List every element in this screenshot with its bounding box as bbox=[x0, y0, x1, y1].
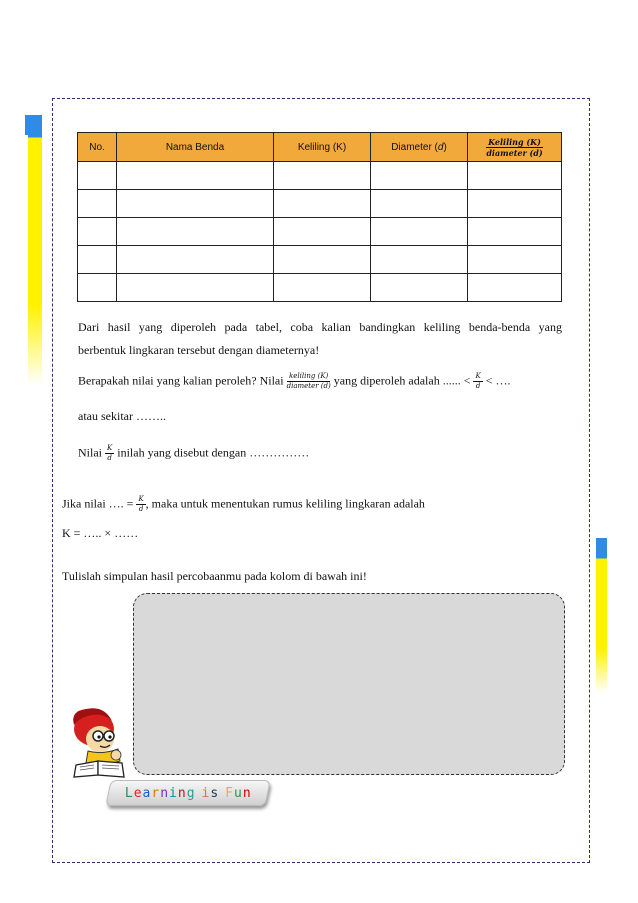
banner-letter: g bbox=[186, 785, 196, 801]
table-cell[interactable] bbox=[78, 190, 117, 218]
table-row bbox=[78, 246, 562, 274]
banner-letter: L bbox=[124, 785, 134, 801]
conclusion-instruction: Tulislah simpulan hasil percobaanmu pada kolom di bawah ini! bbox=[62, 569, 367, 583]
observation-table bbox=[77, 132, 562, 302]
question-ratio-line: Berapakah nilai yang kalian peroleh? Nilai $\frac{\text{keliling (K)}}{\text{diameter (d)}}$ yang diperoleh adalah ...... < $\frac{K}{d}$ < …. bbox=[78, 372, 511, 390]
table-cell[interactable] bbox=[117, 246, 274, 274]
learning-is-fun-banner bbox=[105, 780, 271, 806]
col-header-nama-benda: Nama Benda bbox=[117, 133, 274, 162]
formula-intro-line: Jika nilai …. = $\frac{K}{d}$ , maka untuk menentukan rumus keliling lingkaran adalah bbox=[62, 495, 425, 513]
table-header-row bbox=[78, 133, 562, 162]
k-over-d-fraction: $\frac{K}{d}$ bbox=[107, 444, 113, 462]
table-row bbox=[78, 162, 562, 190]
instruction-line-2: berbentuk lingkaran tersebut dengan diameternya! bbox=[78, 343, 320, 357]
banner-letter: F bbox=[224, 785, 234, 801]
table-cell[interactable] bbox=[78, 246, 117, 274]
formula-line: K = ….. × …… bbox=[62, 526, 139, 540]
table-cell[interactable] bbox=[117, 190, 274, 218]
table-cell[interactable] bbox=[371, 246, 468, 274]
nilai-line: Nilai $\frac{K}{d}$ inilah yang disebut dengan …………… bbox=[78, 444, 310, 462]
banner-letter: i bbox=[201, 785, 211, 801]
reading-mascot-icon bbox=[64, 703, 134, 783]
banner-letter: e bbox=[133, 785, 143, 801]
banner-letter: s bbox=[210, 785, 219, 801]
banner-letter: i bbox=[168, 785, 178, 801]
table-row bbox=[78, 218, 562, 246]
k-over-d-fraction: $\frac{K}{d}$ bbox=[475, 372, 481, 390]
banner-letter: u bbox=[233, 785, 243, 801]
table-cell[interactable] bbox=[274, 246, 371, 274]
ratio-fraction: $\frac{\text{Keliling (K)}}{\text{diameter (d)}}$ bbox=[486, 136, 543, 158]
table-cell[interactable] bbox=[117, 218, 274, 246]
col-header-no: No. bbox=[78, 133, 117, 162]
table-cell[interactable] bbox=[468, 162, 562, 190]
keliling-diameter-fraction: $\frac{\text{keliling (K)}}{\text{diameter (d)}}$ bbox=[286, 372, 331, 390]
table-cell[interactable] bbox=[468, 190, 562, 218]
banner-letter: n bbox=[159, 785, 169, 801]
table-row bbox=[78, 190, 562, 218]
col-header-diameter: Diameter (d) bbox=[371, 133, 468, 162]
table-cell[interactable] bbox=[274, 218, 371, 246]
table-cell[interactable] bbox=[78, 218, 117, 246]
table-cell[interactable] bbox=[78, 162, 117, 190]
table-cell[interactable] bbox=[468, 274, 562, 302]
right-decor-bar bbox=[596, 538, 607, 693]
table-cell[interactable] bbox=[371, 218, 468, 246]
table-cell[interactable] bbox=[274, 274, 371, 302]
table-cell[interactable] bbox=[468, 246, 562, 274]
col-header-keliling: Keliling (K) bbox=[274, 133, 371, 162]
table-cell[interactable] bbox=[117, 162, 274, 190]
table-cell[interactable] bbox=[78, 274, 117, 302]
instruction-line-1: Dari hasil yang diperoleh pada tabel, coba kalian bandingkan keliling benda-benda yang bbox=[78, 320, 562, 334]
table-cell[interactable] bbox=[371, 190, 468, 218]
conclusion-answer-box[interactable] bbox=[133, 593, 565, 775]
banner-letter: r bbox=[151, 785, 160, 801]
table-cell[interactable] bbox=[468, 218, 562, 246]
approx-line: atau sekitar …….. bbox=[78, 409, 166, 423]
banner-letter: a bbox=[142, 785, 152, 801]
left-decor-bar bbox=[28, 115, 42, 385]
banner-letter: n bbox=[177, 785, 187, 801]
banner-letter: n bbox=[242, 785, 252, 801]
k-over-d-fraction: $\frac{K}{d}$ bbox=[138, 495, 144, 513]
table-cell[interactable] bbox=[274, 162, 371, 190]
table-cell[interactable] bbox=[371, 274, 468, 302]
banner-text bbox=[125, 786, 252, 801]
table-cell[interactable] bbox=[117, 274, 274, 302]
table-cell[interactable] bbox=[371, 162, 468, 190]
table-cell[interactable] bbox=[274, 190, 371, 218]
table-row bbox=[78, 274, 562, 302]
col-header-ratio bbox=[468, 133, 562, 162]
